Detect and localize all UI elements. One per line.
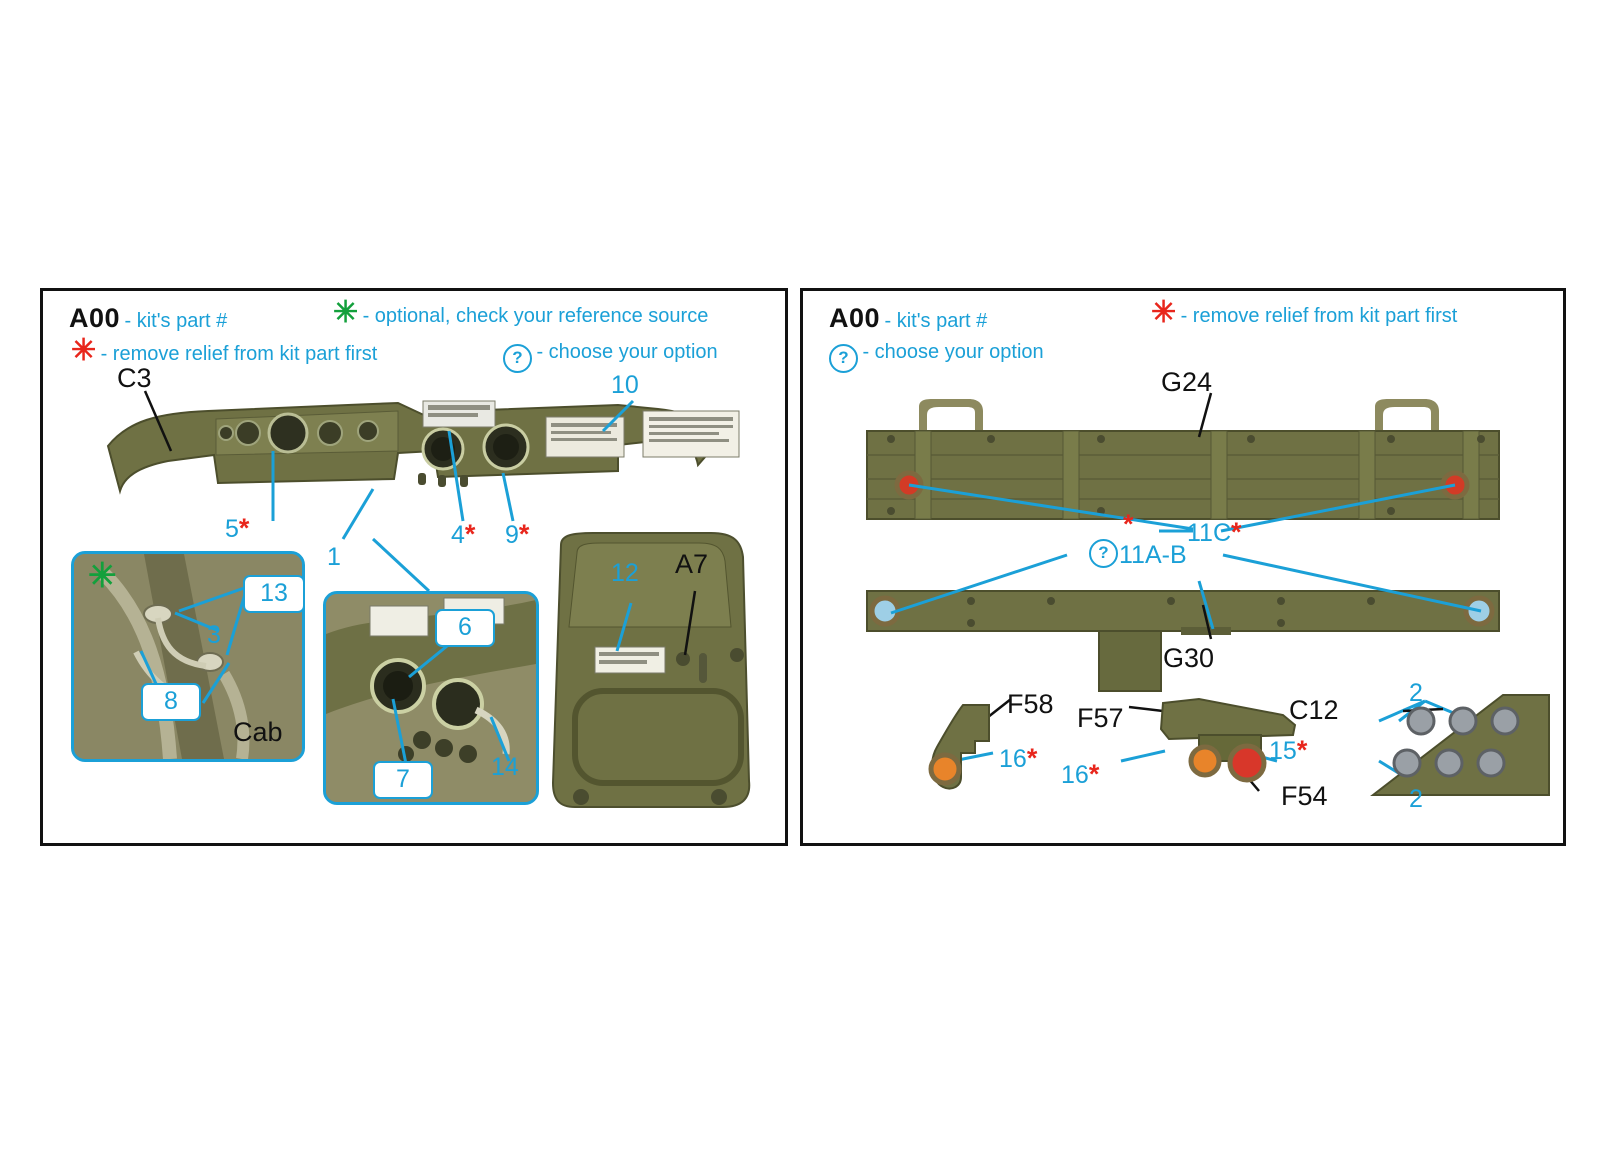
callout-c12: C12	[1289, 695, 1339, 725]
callout-c3: C3	[117, 363, 152, 393]
callout-g24: G24	[1161, 367, 1213, 397]
callout-10: 10	[611, 371, 639, 399]
door-leader-lines	[535, 531, 765, 731]
callout-6: 6	[435, 609, 495, 647]
right-instruction-panel	[800, 288, 1566, 846]
callout-a7: A7	[675, 549, 709, 579]
callout-3: 3	[207, 621, 221, 649]
callout-16a: 16*	[999, 743, 1038, 773]
callout-2a: 2	[1409, 679, 1423, 707]
question-mark-icon-right: ?	[829, 344, 858, 373]
callout-11ab: 11A-B	[1119, 541, 1187, 569]
callout-1: 1	[327, 543, 341, 571]
legend-relief-desc: - remove relief from kit part first	[100, 343, 378, 365]
asterisk-11ab: *	[1123, 509, 1134, 539]
legend-part-code-right: A00	[829, 303, 881, 333]
question-mark-icon-11ab[interactable]: ?	[1089, 539, 1118, 568]
legend-part-code-desc-right: - kit's part #	[884, 310, 988, 332]
asterisk-red-icon-right: ✳	[1151, 296, 1177, 329]
legend-choose-desc: - choose your option	[536, 341, 718, 363]
legend-choose-desc-right: - choose your option	[862, 341, 1044, 363]
callout-15: 15*	[1269, 735, 1308, 765]
callout-12: 12	[611, 559, 639, 587]
callout-f54: F54	[1281, 781, 1328, 811]
callout-f58: F58	[1007, 689, 1054, 719]
callout-11c: 11C*	[1187, 517, 1242, 547]
callout-16b: 16*	[1061, 759, 1100, 789]
legend-optional-desc: - optional, check your reference source	[362, 305, 709, 327]
callout-7: 7	[373, 761, 433, 799]
callout-14: 14	[491, 753, 519, 781]
legend-part-code-desc: - kit's part #	[124, 310, 228, 332]
callout-8: 8	[141, 683, 201, 721]
callout-cab: Cab	[233, 717, 283, 747]
left-instruction-panel	[40, 288, 788, 846]
callout-f57: F57	[1077, 703, 1124, 733]
c12-part-image	[1363, 691, 1553, 801]
callout-g30: G30	[1163, 643, 1215, 673]
callout-5: 5*	[225, 513, 250, 543]
asterisk-green-icon: ✳	[333, 296, 359, 329]
callout-9: 9*	[505, 519, 530, 549]
question-mark-icon: ?	[503, 344, 532, 373]
callout-4: 4*	[451, 519, 476, 549]
legend-relief-desc-right: - remove relief from kit part first	[1180, 305, 1458, 327]
legend-part-code: A00	[69, 303, 121, 333]
asterisk-red-icon: ✳	[71, 334, 97, 367]
callout-13: 13	[243, 575, 305, 613]
callout-2b: 2	[1409, 785, 1423, 813]
